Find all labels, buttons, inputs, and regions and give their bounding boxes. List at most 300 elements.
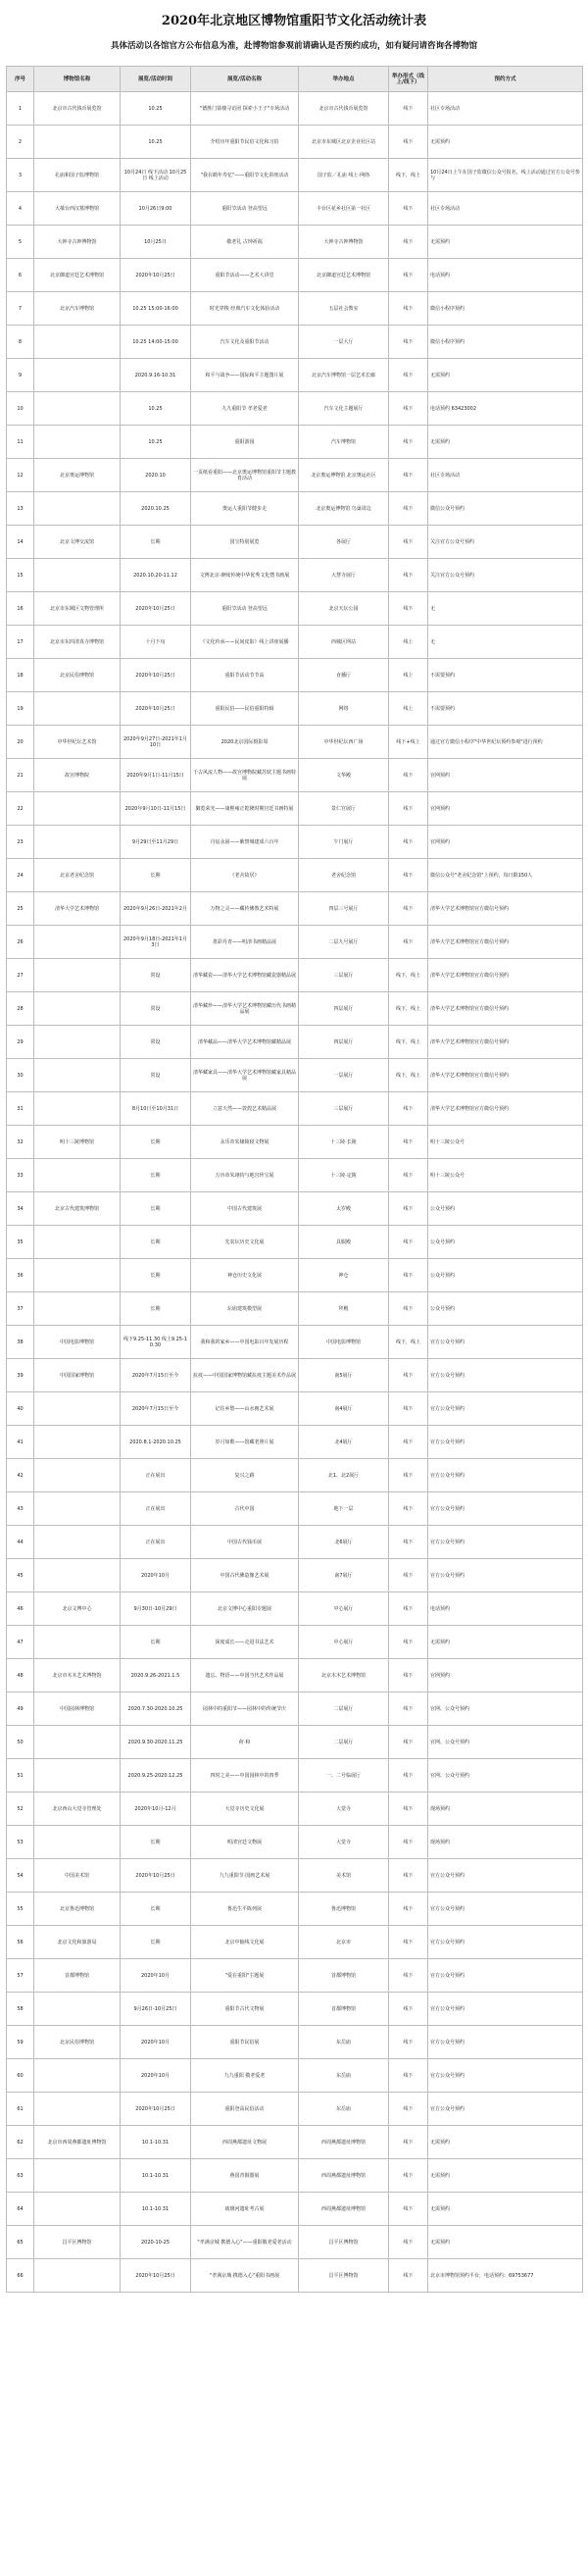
table-row — [7, 759, 583, 792]
cell-name: "爱在重阳"主题展 — [191, 1959, 299, 1993]
table-row — [7, 892, 583, 926]
table-header — [7, 67, 583, 92]
cell-time: 2020.10.20-11.12 — [121, 559, 191, 592]
cell-reserve: 官方公众号预约 — [428, 1326, 583, 1359]
table-row — [7, 959, 583, 992]
cell-time: 长期 — [121, 1626, 191, 1659]
cell-name: 重阳节活动 登高望远 — [191, 592, 299, 626]
cell-place: 大慧寺展厅 — [299, 559, 389, 592]
cell-mode: 线下 — [389, 192, 428, 226]
cell-no: 22 — [7, 792, 34, 826]
cell-reserve: 通过官方微信小程序"中华世纪坛预约参观"进行预约 — [428, 726, 583, 759]
cell-time: 10月25日 — [121, 226, 191, 259]
cell-no: 63 — [7, 2159, 34, 2193]
cell-place: 国子监／孔庙 线上·网络 — [299, 159, 389, 192]
cell-mode: 线下 — [389, 2126, 428, 2159]
cell-no: 52 — [7, 1793, 34, 1826]
cell-time: 2020年10月25日 — [121, 259, 191, 292]
cell-mode: 线下 — [389, 359, 428, 392]
cell-place: 一层大厅 — [299, 326, 389, 359]
cell-time: 2020.9.16-10.31 — [121, 359, 191, 392]
cell-no: 6 — [7, 259, 34, 292]
cell-museum: 北京民俗博物馆 — [34, 659, 121, 692]
cell-museum — [34, 1826, 121, 1859]
cell-place: 老舍纪念馆 — [299, 859, 389, 892]
cell-no: 14 — [7, 526, 34, 559]
cell-place: 北京汽车博物馆一层艺术长廊 — [299, 359, 389, 392]
cell-reserve: 社区专场活动 — [428, 459, 583, 492]
cell-museum — [34, 126, 121, 159]
cell-reserve: 清华大学艺术博物馆官方微信号预约 — [428, 992, 583, 1026]
cell-name: 四时之美——中国园林中的四季 — [191, 1759, 299, 1793]
table-row — [7, 826, 583, 859]
cell-reserve: 公众号预约 — [428, 1226, 583, 1259]
cell-reserve: 明十三陵公众号 — [428, 1126, 583, 1159]
cell-no: 49 — [7, 1692, 34, 1726]
cell-place: 南5展厅 — [299, 1359, 389, 1392]
cell-reserve: 清华大学艺术博物馆官方微信号预约 — [428, 1026, 583, 1059]
cell-mode: 线下 — [389, 859, 428, 892]
cell-no: 56 — [7, 1926, 34, 1959]
table-row — [7, 726, 583, 759]
cell-place: 二层展厅 — [299, 1692, 389, 1726]
cell-place: 中心展厅 — [299, 1626, 389, 1659]
cell-time: 长期 — [121, 1159, 191, 1192]
cell-place: 北4展厅 — [299, 1426, 389, 1459]
table-row — [7, 1759, 583, 1793]
cell-place: 四层三号展厅 — [299, 892, 389, 926]
cell-mode: 线下 — [389, 1526, 428, 1559]
cell-museum — [34, 926, 121, 959]
cell-name: 重阳节古代文物展 — [191, 1993, 299, 2026]
cell-mode: 线下 — [389, 826, 428, 859]
cell-place: 景仁宫展厅 — [299, 792, 389, 826]
cell-place: 北京御道宫廷艺术博物馆 — [299, 259, 389, 292]
cell-time: 10.25 — [121, 392, 191, 426]
cell-mode: 线下 — [389, 1926, 428, 1959]
cell-no: 23 — [7, 826, 34, 859]
cell-museum — [34, 1626, 121, 1659]
cell-museum: 北京市木木艺术博物馆 — [34, 1659, 121, 1692]
cell-no: 54 — [7, 1859, 34, 1893]
cell-place: 丰台区花乡社区第一社区 — [299, 192, 389, 226]
cell-time: 2020.9.26-2021.1.5 — [121, 1659, 191, 1692]
cell-name: 九九重阳节 孝老爱老 — [191, 392, 299, 426]
table-row — [7, 992, 583, 1026]
table-row — [7, 692, 583, 726]
cell-mode: 线下 — [389, 92, 428, 126]
table-row — [7, 1192, 583, 1226]
table-row — [7, 126, 583, 159]
cell-name: 万物之灵——藏传佛教艺术特展 — [191, 892, 299, 926]
cell-place: 拜殿 — [299, 1292, 389, 1326]
cell-museum — [34, 2259, 121, 2293]
cell-no: 28 — [7, 992, 34, 1026]
cell-name: 奥运人重阳节健步走 — [191, 492, 299, 526]
cell-place: 鲁迅博物馆 — [299, 1893, 389, 1926]
cell-reserve: 公众号预约 — [428, 1259, 583, 1292]
cell-reserve: 官网、公众号预约 — [428, 1726, 583, 1759]
table-row — [7, 2159, 583, 2193]
cell-place: 北京天坛公园 — [299, 592, 389, 626]
cell-time: 2020年10月25日 — [121, 659, 191, 692]
cell-reserve: 官方公众号预约 — [428, 1993, 583, 2026]
cell-name: 九九重阳节·国画艺术展 — [191, 1859, 299, 1893]
cell-name: 重阳节民俗展 — [191, 2026, 299, 2059]
cell-museum: 明十三陵博物馆 — [34, 1126, 121, 1159]
cell-museum — [34, 2193, 121, 2226]
cell-mode: 线下 — [389, 1893, 428, 1926]
cell-mode: 线下 — [389, 1392, 428, 1426]
table-row — [7, 1226, 583, 1259]
table-row — [7, 1559, 583, 1592]
cell-reserve: 官网、公众号预约 — [428, 1692, 583, 1726]
cell-reserve: 官网预约 — [428, 1659, 583, 1692]
cell-museum: 中华世纪坛艺术馆 — [34, 726, 121, 759]
cell-reserve: 社区专场活动 — [428, 192, 583, 226]
cell-reserve: 无需预约 — [428, 2126, 583, 2159]
cell-mode: 线下，线上 — [389, 1326, 428, 1359]
table-row — [7, 1459, 583, 1492]
cell-name: 立意天然——敦煌艺术精品展 — [191, 1092, 299, 1126]
cell-name: 重阳节活动——艺术大讲堂 — [191, 259, 299, 292]
cell-name: 永乐帝朱棣陵寝文物展 — [191, 1126, 299, 1159]
cell-place: 汽车博物馆 — [299, 426, 389, 459]
cell-museum — [34, 1159, 121, 1192]
cell-place: 一、二号临展厅 — [299, 1759, 389, 1793]
cell-mode: 线下 — [389, 1426, 428, 1459]
cell-mode: 线上 — [389, 692, 428, 726]
cell-no: 44 — [7, 1526, 34, 1559]
cell-museum — [34, 1526, 121, 1559]
cell-no: 13 — [7, 492, 34, 526]
cell-reserve: 现场预约 — [428, 1793, 583, 1826]
table-row — [7, 1392, 583, 1426]
cell-mode: 线下 — [389, 559, 428, 592]
cell-name: 国宝特别展览 — [191, 526, 299, 559]
table-row — [7, 359, 583, 392]
cell-no: 26 — [7, 926, 34, 959]
cell-reserve: 无 — [428, 592, 583, 626]
cell-place: 大觉寺 — [299, 1793, 389, 1826]
cell-no: 12 — [7, 459, 34, 492]
table-row — [7, 2193, 583, 2226]
cell-museum: 北京奥运博物馆 — [34, 459, 121, 492]
cell-name: 复兴之路 — [191, 1459, 299, 1492]
cell-no: 21 — [7, 759, 34, 792]
cell-museum — [34, 559, 121, 592]
cell-museum — [34, 2159, 121, 2193]
cell-name: 重阳游园 — [191, 426, 299, 459]
cell-no: 27 — [7, 959, 34, 992]
cell-museum — [34, 692, 121, 726]
cell-reserve: 官方公众号预约 — [428, 1392, 583, 1426]
cell-time: 常设 — [121, 959, 191, 992]
cell-time: 2020.9.25-2020.12.25 — [121, 1759, 191, 1793]
cell-name: 丹宸永固——紫禁城建成六百年 — [191, 826, 299, 859]
cell-mode: 线下 — [389, 792, 428, 826]
cell-name: 中国古代钱币展 — [191, 1526, 299, 1559]
cell-no: 41 — [7, 1426, 34, 1459]
cell-name: 荷·和 — [191, 1726, 299, 1759]
cell-museum — [34, 1259, 121, 1292]
table-row — [7, 2026, 583, 2059]
cell-mode: 线下 — [389, 1226, 428, 1259]
cell-mode: 线下 — [389, 1659, 428, 1692]
cell-place: 午门展厅 — [299, 826, 389, 859]
cell-name: 遗忘、物语——中国当代艺术作品展 — [191, 1659, 299, 1692]
cell-reserve: 官方公众号预约 — [428, 1559, 583, 1592]
cell-mode: 线下 — [389, 492, 428, 526]
cell-no: 35 — [7, 1226, 34, 1259]
cell-name: 2020北京国际摄影周 — [191, 726, 299, 759]
cell-name: 千古风流人物——故宫博物院藏苏轼主题书画特展 — [191, 759, 299, 792]
cell-place: 中华世纪坛西广场 — [299, 726, 389, 759]
cell-museum — [34, 1426, 121, 1459]
cell-mode: 线上 — [389, 626, 428, 659]
cell-museum — [34, 1059, 121, 1092]
cell-name: 墨彩丹青——明清书画精品展 — [191, 926, 299, 959]
cell-mode: 线下 — [389, 392, 428, 426]
cell-name: 清华藏家具——清华大学艺术博物馆藏家具精品展 — [191, 1059, 299, 1092]
cell-reserve: 清华大学艺术博物馆官方微信号预约 — [428, 1059, 583, 1092]
cell-place: 三层展厅 — [299, 1092, 389, 1126]
cell-museum: 北京文博中心 — [34, 1592, 121, 1626]
cell-time: 长期 — [121, 1192, 191, 1226]
table-row — [7, 1526, 583, 1559]
cell-name: 万历帝朱翊钧与地宫珍宝展 — [191, 1159, 299, 1192]
cell-place: 西城区网站 — [299, 626, 389, 659]
cell-mode: 线下 — [389, 2026, 428, 2059]
cell-time: 10.1-10.31 — [121, 2126, 191, 2159]
cell-no: 66 — [7, 2259, 34, 2293]
cell-museum — [34, 492, 121, 526]
cell-name: 神仓历史文化展 — [191, 1259, 299, 1292]
table-row — [7, 1159, 583, 1192]
cell-reserve: 官网预约 — [428, 826, 583, 859]
cell-mode: 线下 — [389, 1592, 428, 1626]
cell-museum: 北京市东四清真寺博物馆 — [34, 626, 121, 659]
cell-museum: 昌平区博物馆 — [34, 2226, 121, 2259]
cell-time: 2020.7.30-2020.10.25 — [121, 1692, 191, 1726]
table-row — [7, 1259, 583, 1292]
cell-museum — [34, 959, 121, 992]
cell-time: 2020年9月26日-2021年2月 — [121, 892, 191, 926]
cell-mode: 线下 — [389, 1092, 428, 1126]
cell-museum: 北京市古代钱币展览馆 — [34, 92, 121, 126]
cell-place: 二层九号展厅 — [299, 926, 389, 959]
cell-time: 2020年10月25日 — [121, 592, 191, 626]
cell-name: 琉璃河遗址考古展 — [191, 2193, 299, 2226]
cell-reserve: 明十三陵公众号 — [428, 1159, 583, 1192]
cell-no: 51 — [7, 1759, 34, 1793]
cell-museum: 中国电影博物馆 — [34, 1326, 121, 1359]
cell-time: 2020年10月 — [121, 1959, 191, 1993]
cell-mode: 线下 — [389, 1192, 428, 1226]
cell-museum — [34, 826, 121, 859]
cell-mode: 线下 — [389, 526, 428, 559]
cell-time: 2020年10月25日 — [121, 2259, 191, 2293]
table-row — [7, 2226, 583, 2259]
cell-name: 一页纸看重阳——北京奥运博物馆重阳节主题教育活动 — [191, 459, 299, 492]
table-row — [7, 226, 583, 259]
cell-place: 大觉寺 — [299, 1826, 389, 1859]
cell-no: 40 — [7, 1392, 34, 1426]
cell-time: 2020.8.1-2020.10.25 — [121, 1426, 191, 1459]
cell-mode: 线下 — [389, 1993, 428, 2026]
table-row — [7, 1126, 583, 1159]
cell-name: 重阳节活动节节高 — [191, 659, 299, 692]
cell-time: 正在展出 — [121, 1459, 191, 1492]
cell-time: 2020年10月25日 — [121, 692, 191, 726]
cell-no: 53 — [7, 1826, 34, 1859]
cell-time: 10.25 — [121, 126, 191, 159]
cell-name: 岁月如歌——馆藏老照片展 — [191, 1426, 299, 1459]
cell-reserve: 官方公众号预约 — [428, 1959, 583, 1993]
cell-museum — [34, 2059, 121, 2093]
cell-name: 记住乡愁——山水画艺术展 — [191, 1392, 299, 1426]
cell-no: 32 — [7, 1126, 34, 1159]
cell-place: 首都博物馆 — [299, 1993, 389, 2026]
cell-time: 2020年9月10日-11月15日 — [121, 792, 191, 826]
table-row — [7, 2093, 583, 2126]
cell-reserve: 清华大学艺术博物馆官方微信号预约 — [428, 959, 583, 992]
cell-time: 长期 — [121, 526, 191, 559]
table-row — [7, 159, 583, 192]
cell-place: 昌平区博物馆 — [299, 2226, 389, 2259]
cell-time: 常设 — [121, 1026, 191, 1059]
cell-museum — [34, 1559, 121, 1592]
cell-place: 西周燕都遗址博物馆 — [299, 2126, 389, 2159]
cell-mode: 线下 — [389, 1692, 428, 1726]
cell-time: 2020-10-25 — [121, 2226, 191, 2259]
table-row — [7, 259, 583, 292]
table-row — [7, 1859, 583, 1893]
cell-mode: 线下 — [389, 1559, 428, 1592]
cell-place: 四层展厅 — [299, 1026, 389, 1059]
cell-mode: 线下 — [389, 226, 428, 259]
cell-time: 10.25 14:00-15:00 — [121, 326, 191, 359]
cell-museum: 北京古代建筑博物馆 — [34, 1192, 121, 1226]
table-row — [7, 2126, 583, 2159]
cell-place: 北京市东城区北京企业社区站 — [299, 126, 389, 159]
cell-name: 鲁迅生平陈列展 — [191, 1893, 299, 1926]
cell-museum — [34, 1392, 121, 1426]
cell-no: 16 — [7, 592, 34, 626]
cell-name: 坛庙建筑模型展 — [191, 1292, 299, 1326]
cell-name: 文博北京·赓续传统中华优秀文化暨书画展 — [191, 559, 299, 592]
cell-name: 清华藏瓷——清华大学艺术博物馆藏瓷器精品展 — [191, 959, 299, 992]
cell-mode: 线下，线上 — [389, 959, 428, 992]
cell-reserve: 无需预约 — [428, 2226, 583, 2259]
table-row — [7, 1926, 583, 1959]
cell-no: 64 — [7, 2193, 34, 2226]
cell-museum — [34, 2093, 121, 2126]
cell-no: 24 — [7, 859, 34, 892]
cell-no: 45 — [7, 1559, 34, 1592]
cell-place: 四层展厅 — [299, 992, 389, 1026]
cell-museum — [34, 1459, 121, 1492]
cell-reserve: 官方公众号预约 — [428, 1426, 583, 1459]
cell-place: 中国电影博物馆 — [299, 1326, 389, 1359]
cell-time: 长期 — [121, 1926, 191, 1959]
cell-no: 65 — [7, 2226, 34, 2259]
cell-reserve: 无需预约 — [428, 126, 583, 159]
cell-time: 10.25 — [121, 92, 191, 126]
cell-museum: 中国国家博物馆 — [34, 1359, 121, 1392]
cell-name: "德胜门箭楼寻访团 探索小王子"专场活动 — [191, 92, 299, 126]
cell-time: 2020年10月 — [121, 2059, 191, 2093]
cell-reserve: 无需预约 — [428, 426, 583, 459]
cell-museum: 北京民俗博物馆 — [34, 2026, 121, 2059]
cell-museum — [34, 1993, 121, 2026]
table-row — [7, 659, 583, 692]
cell-place: 大钟寺古钟博物馆 — [299, 226, 389, 259]
page-subtitle: 具体活动以各馆官方公布信息为准，赴博物馆参观前请确认是否预约成功，如有疑问请咨询各博物馆 — [110, 41, 477, 51]
cell-reserve: 官网、公众号预约 — [428, 1759, 583, 1793]
cell-time: 10月26日9:00 — [121, 192, 191, 226]
cell-no: 47 — [7, 1626, 34, 1659]
cell-place: 直播厅 — [299, 659, 389, 692]
cell-place: 北京奥运博物馆 北京奥运社区 — [299, 459, 389, 492]
table-row — [7, 1959, 583, 1993]
header-time: 展览/活动时间 — [121, 67, 191, 92]
cell-reserve: 微信小程序预约 — [428, 292, 583, 326]
cell-time: 常设 — [121, 992, 191, 1026]
table-row — [7, 559, 583, 592]
table-row — [7, 426, 583, 459]
cell-mode: 线下 — [389, 1626, 428, 1659]
cell-place: 五层社会教室 — [299, 292, 389, 326]
table-row — [7, 1359, 583, 1392]
table-row — [7, 292, 583, 326]
table-row — [7, 926, 583, 959]
cell-place: 西周燕都遗址博物馆 — [299, 2193, 389, 2226]
cell-no: 31 — [7, 1092, 34, 1126]
cell-museum: 北京鲁迅博物馆 — [34, 1893, 121, 1926]
cell-mode: 线下 — [389, 1492, 428, 1526]
cell-place: 东岳庙 — [299, 2059, 389, 2093]
cell-reserve: 官方公众号预约 — [428, 1359, 583, 1392]
cell-mode: 线下 — [389, 459, 428, 492]
cell-name: 明清宫廷文物展 — [191, 1826, 299, 1859]
cell-time: 长期 — [121, 1893, 191, 1926]
cell-mode: 线下 — [389, 426, 428, 459]
cell-mode: 线下 — [389, 259, 428, 292]
table-row — [7, 626, 583, 659]
cell-no: 48 — [7, 1659, 34, 1692]
cell-time: 长期 — [121, 1226, 191, 1259]
cell-mode: 线上 — [389, 659, 428, 692]
cell-no: 42 — [7, 1459, 34, 1492]
cell-time: 2020年9月1日-11月15日 — [121, 759, 191, 792]
cell-reserve: 官网预约 — [428, 759, 583, 792]
cell-mode: 线下 — [389, 926, 428, 959]
cell-name: 九九重阳 敬老爱老 — [191, 2059, 299, 2093]
cell-museum — [34, 792, 121, 826]
cell-no: 50 — [7, 1726, 34, 1759]
cell-time: 2020年10月-12月 — [121, 1793, 191, 1826]
cell-mode: 线下 — [389, 1359, 428, 1392]
cell-no: 30 — [7, 1059, 34, 1092]
cell-name: 《文化传承——民间皮影》线上讲座展播 — [191, 626, 299, 659]
cell-mode: 线下 — [389, 1793, 428, 1826]
cell-no: 57 — [7, 1959, 34, 1993]
cell-place: 南4展厅 — [299, 1392, 389, 1426]
cell-name: 御览荣光——康熙雍正乾隆时期宫廷书画特展 — [191, 792, 299, 826]
cell-no: 15 — [7, 559, 34, 592]
cell-reserve: 清华大学艺术博物馆官方微信号预约 — [428, 926, 583, 959]
